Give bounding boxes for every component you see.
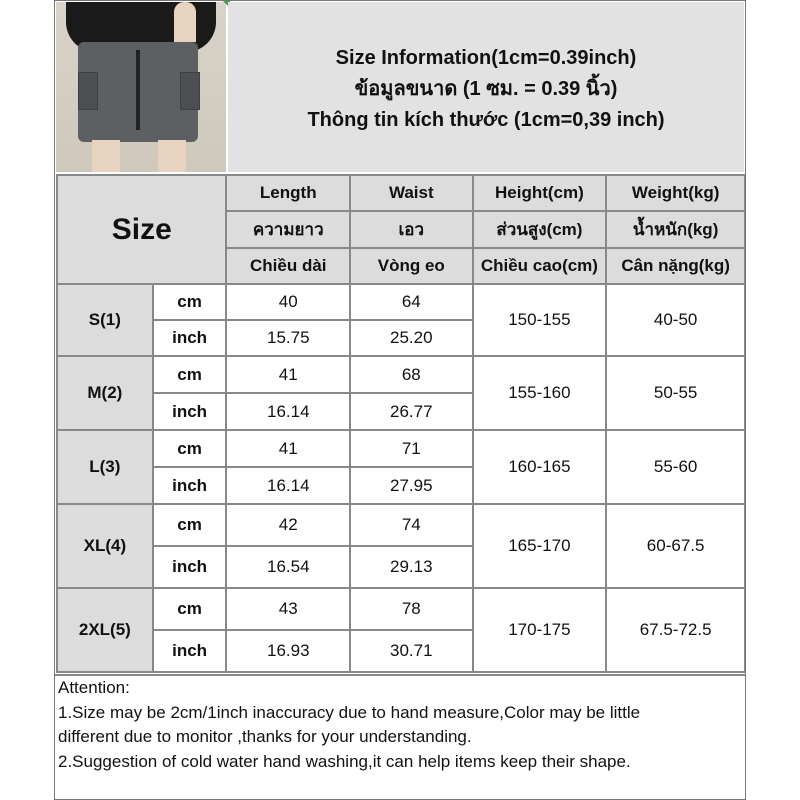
info-line-vietnamese: Thông tin kích thước (1cm=0,39 inch) [307, 109, 665, 131]
waist-inch: 27.95 [350, 467, 473, 504]
header-waist-vi: Vòng eo [350, 248, 473, 284]
unit-cm: cm [153, 504, 227, 546]
unit-cm: cm [153, 356, 227, 393]
header-length-vi: Chiều dài [226, 248, 350, 284]
waist-cm: 68 [350, 356, 473, 393]
height-range: 170-175 [473, 588, 607, 672]
photo-pocket-left [78, 72, 98, 110]
header-weight-vi: Cân nặng(kg) [606, 248, 745, 284]
length-cm: 40 [226, 284, 350, 320]
photo-leg-left [92, 140, 120, 172]
length-cm: 43 [226, 588, 350, 630]
weight-range: 55-60 [606, 430, 745, 504]
header-height-thai: ส่วนสูง(cm) [473, 211, 607, 248]
unit-inch: inch [153, 467, 227, 504]
attention-title: Attention: [58, 678, 130, 697]
height-range: 160-165 [473, 430, 607, 504]
header-weight: Weight(kg) [606, 175, 745, 211]
size-label: M(2) [57, 356, 153, 430]
unit-inch: inch [153, 393, 227, 430]
table-row [57, 430, 745, 467]
weight-range: 40-50 [606, 284, 745, 356]
length-inch: 16.14 [226, 393, 350, 430]
waist-cm: 78 [350, 588, 473, 630]
attention-line-3: 2.Suggestion of cold water hand washing,it can help items keep their shape. [58, 751, 631, 771]
unit-cm: cm [153, 430, 227, 467]
size-label: L(3) [57, 430, 153, 504]
header-weight-thai: น้ำหนัก(kg) [606, 211, 745, 248]
length-inch: 16.93 [226, 630, 350, 672]
length-inch: 15.75 [226, 320, 350, 356]
size-label: XL(4) [57, 504, 153, 588]
photo-leg-right [158, 140, 186, 172]
length-inch: 16.14 [226, 467, 350, 504]
info-line-thai: ข้อมูลขนาด (1 ซม. = 0.39 นิ้ว) [354, 78, 618, 100]
attention-line-1: 1.Size may be 2cm/1inch inaccuracy due to hand measure,Color may be little [58, 702, 641, 722]
length-cm: 41 [226, 356, 350, 393]
unit-inch: inch [153, 546, 227, 588]
table-row [57, 356, 745, 393]
photo-strap [136, 50, 140, 130]
attention-notes [58, 676, 742, 774]
unit-inch: inch [153, 320, 227, 356]
table-row [57, 284, 745, 320]
unit-cm: cm [153, 588, 227, 630]
size-table [56, 174, 746, 673]
weight-range: 60-67.5 [606, 504, 745, 588]
unit-inch: inch [153, 630, 227, 672]
length-cm: 42 [226, 504, 350, 546]
size-label: S(1) [57, 284, 153, 356]
waist-inch: 26.77 [350, 393, 473, 430]
size-chart [54, 0, 746, 800]
length-cm: 41 [226, 430, 350, 467]
header-waist: Waist [350, 175, 473, 211]
info-line-english: Size Information(1cm=0.39inch) [335, 47, 637, 69]
size-info-header [228, 2, 744, 172]
header-row-english [57, 175, 745, 211]
unit-cm: cm [153, 284, 227, 320]
header-length-thai: ความยาว [226, 211, 350, 248]
waist-cm: 74 [350, 504, 473, 546]
waist-cm: 71 [350, 430, 473, 467]
waist-inch: 25.20 [350, 320, 473, 356]
height-range: 165-170 [473, 504, 607, 588]
waist-inch: 30.71 [350, 630, 473, 672]
height-range: 155-160 [473, 356, 607, 430]
table-row [57, 588, 745, 630]
weight-range: 50-55 [606, 356, 745, 430]
waist-cm: 64 [350, 284, 473, 320]
size-label: 2XL(5) [57, 588, 153, 672]
product-photo [56, 2, 226, 172]
length-inch: 16.54 [226, 546, 350, 588]
header-length: Length [226, 175, 350, 211]
weight-range: 67.5-72.5 [606, 588, 745, 672]
photo-pocket-right [180, 72, 200, 110]
table-row [57, 504, 745, 546]
header-height: Height(cm) [473, 175, 607, 211]
height-range: 150-155 [473, 284, 607, 356]
size-column-header: Size [57, 175, 226, 284]
header-waist-thai: เอว [350, 211, 473, 248]
waist-inch: 29.13 [350, 546, 473, 588]
header-height-vi: Chiều cao(cm) [473, 248, 607, 284]
attention-line-2: different due to monitor ,thanks for your understanding. [58, 727, 472, 746]
